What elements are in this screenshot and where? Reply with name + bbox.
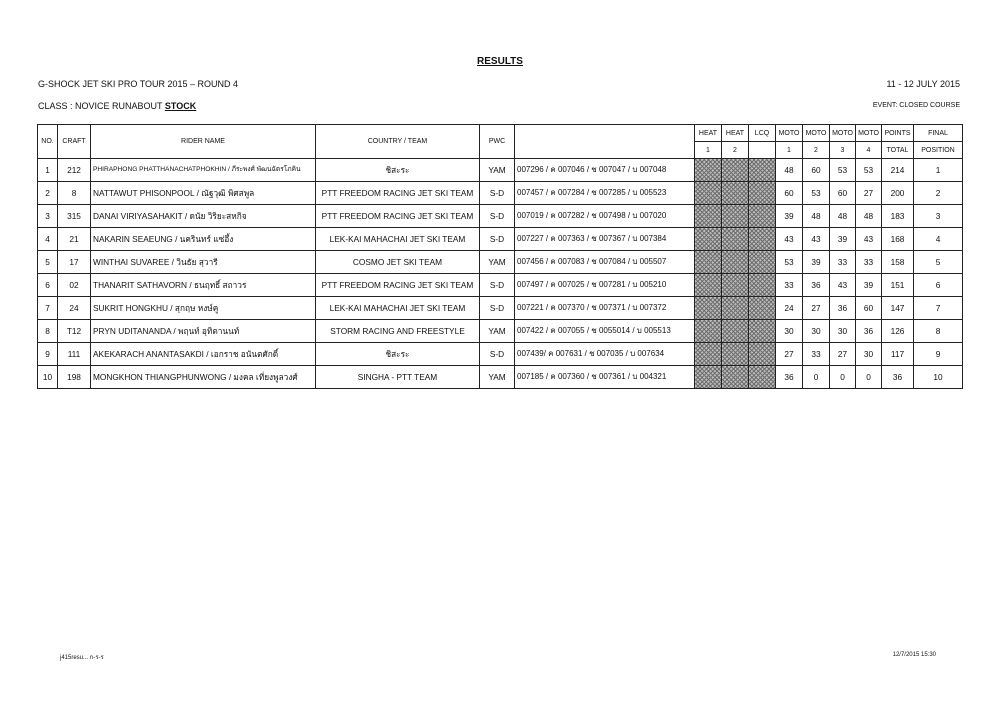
table-row xyxy=(38,182,963,205)
cell-m3: 30 xyxy=(830,320,856,343)
cell-pwc: YAM xyxy=(480,159,515,182)
cell-m3: 27 xyxy=(830,343,856,366)
cell-heat-1 xyxy=(695,320,722,343)
table-row xyxy=(38,274,963,297)
results-body xyxy=(38,159,963,389)
col-heat2: HEAT xyxy=(722,125,749,142)
cell-m3: 33 xyxy=(830,251,856,274)
cell-craft: T12 xyxy=(58,320,91,343)
cell-heat-2 xyxy=(722,228,749,251)
cell-heat-2 xyxy=(722,320,749,343)
cell-m4: 53 xyxy=(856,159,882,182)
cell-total: 126 xyxy=(882,320,914,343)
cell-heat-1 xyxy=(695,205,722,228)
cell-team: COSMO JET SKI TEAM xyxy=(316,251,480,274)
cell-m1: 33 xyxy=(776,274,803,297)
col-position: POSITION xyxy=(914,142,963,159)
cell-m4: 33 xyxy=(856,251,882,274)
cell-no: 5 xyxy=(38,251,58,274)
cell-lcq xyxy=(749,159,776,182)
cell-m3: 60 xyxy=(830,182,856,205)
cell-m2: 33 xyxy=(803,343,830,366)
cell-team: LEK-KAI MAHACHAI JET SKI TEAM xyxy=(316,228,480,251)
cell-total: 183 xyxy=(882,205,914,228)
cell-heat-2 xyxy=(722,251,749,274)
cell-team: PTT FREEDOM RACING JET SKI TEAM xyxy=(316,182,480,205)
cell-heat-1 xyxy=(695,228,722,251)
cell-craft: 198 xyxy=(58,366,91,389)
cell-m2: 48 xyxy=(803,205,830,228)
cell-team: SINGHA - PTT TEAM xyxy=(316,366,480,389)
cell-pos: 10 xyxy=(914,366,963,389)
cell-phone: 007497 / ค 007025 / ช 007281 / บ 005210 xyxy=(515,274,695,297)
footer-timestamp: 12/7/2015 15:30 xyxy=(892,652,936,658)
cell-heat-1 xyxy=(695,251,722,274)
cell-rider: PRYN UDITANANDA / พฤนท์ อุทิตานนท์ xyxy=(91,320,316,343)
cell-lcq xyxy=(749,182,776,205)
cell-m3: 36 xyxy=(830,297,856,320)
cell-lcq xyxy=(749,343,776,366)
cell-pos: 9 xyxy=(914,343,963,366)
cell-pwc: S-D xyxy=(480,205,515,228)
cell-total: 151 xyxy=(882,274,914,297)
col-moto2-num: 2 xyxy=(803,142,830,159)
cell-m2: 60 xyxy=(803,159,830,182)
cell-lcq xyxy=(749,320,776,343)
cell-craft: 8 xyxy=(58,182,91,205)
cell-lcq xyxy=(749,228,776,251)
col-heat1-num: 1 xyxy=(695,142,722,159)
cell-team: ชิสะระ xyxy=(316,343,480,366)
class-line xyxy=(38,101,196,111)
cell-phone: 007296 / ค 007046 / ช 007047 / บ 007048 xyxy=(515,159,695,182)
col-phone xyxy=(515,125,695,159)
cell-m1: 27 xyxy=(776,343,803,366)
cell-rider: AKEKARACH ANANTASAKDI / เอกราช อนันตศักดิ์ xyxy=(91,343,316,366)
cell-phone: 007457 / ค 007284 / ช 007285 / บ 005523 xyxy=(515,182,695,205)
cell-phone: 007227 / ค 007363 / ช 007367 / บ 007384 xyxy=(515,228,695,251)
cell-craft: 21 xyxy=(58,228,91,251)
cell-m4: 30 xyxy=(856,343,882,366)
cell-craft: 17 xyxy=(58,251,91,274)
cell-pos: 2 xyxy=(914,182,963,205)
table-row xyxy=(38,205,963,228)
cell-rider: THANARIT SATHAVORN / ธนฤทธิ์ สถาวร xyxy=(91,274,316,297)
col-lcq: LCQ xyxy=(749,125,776,142)
cell-heat-1 xyxy=(695,182,722,205)
cell-team: PTT FREEDOM RACING JET SKI TEAM xyxy=(316,205,480,228)
cell-m4: 39 xyxy=(856,274,882,297)
cell-phone: 007185 / ค 007360 / ช 007361 / บ 004321 xyxy=(515,366,695,389)
cell-phone: 007221 / ค 007370 / ช 007371 / บ 007372 xyxy=(515,297,695,320)
table-row xyxy=(38,297,963,320)
cell-pos: 8 xyxy=(914,320,963,343)
cell-pos: 4 xyxy=(914,228,963,251)
cell-team: PTT FREEDOM RACING JET SKI TEAM xyxy=(316,274,480,297)
cell-pwc: S-D xyxy=(480,343,515,366)
cell-craft: 111 xyxy=(58,343,91,366)
cell-m4: 60 xyxy=(856,297,882,320)
col-moto4: MOTO xyxy=(856,125,882,142)
cell-rider: SUKRIT HONGKHU / สุกฤษ หงษ์คู xyxy=(91,297,316,320)
cell-pwc: YAM xyxy=(480,366,515,389)
cell-team: STORM RACING AND FREESTYLE xyxy=(316,320,480,343)
cell-heat-1 xyxy=(695,343,722,366)
cell-m3: 43 xyxy=(830,274,856,297)
cell-m1: 48 xyxy=(776,159,803,182)
col-total: TOTAL xyxy=(882,142,914,159)
cell-total: 168 xyxy=(882,228,914,251)
cell-lcq xyxy=(749,366,776,389)
cell-no: 4 xyxy=(38,228,58,251)
cell-pos: 1 xyxy=(914,159,963,182)
cell-rider: NAKARIN SEAEUNG / นครินทร์ แซ่อึ้ง xyxy=(91,228,316,251)
cell-m1: 43 xyxy=(776,228,803,251)
col-heat1: HEAT xyxy=(695,125,722,142)
cell-phone: 007422 / ค 007055 / ช 0055014 / บ 005513 xyxy=(515,320,695,343)
cell-no: 1 xyxy=(38,159,58,182)
cell-total: 214 xyxy=(882,159,914,182)
cell-rider: MONGKHON THIANGPHUNWONG / มงคล เที่ยงพูลวงศ์ xyxy=(91,366,316,389)
cell-no: 6 xyxy=(38,274,58,297)
cell-total: 147 xyxy=(882,297,914,320)
cell-total: 36 xyxy=(882,366,914,389)
cell-craft: 212 xyxy=(58,159,91,182)
cell-pwc: YAM xyxy=(480,320,515,343)
cell-lcq xyxy=(749,251,776,274)
cell-m1: 53 xyxy=(776,251,803,274)
cell-m3: 39 xyxy=(830,228,856,251)
footer-filename: j415resu... ก-ร-ร xyxy=(60,655,104,661)
col-moto3-num: 3 xyxy=(830,142,856,159)
col-moto4-num: 4 xyxy=(856,142,882,159)
cell-pwc: S-D xyxy=(480,182,515,205)
col-pwc: PWC xyxy=(480,125,515,159)
cell-no: 3 xyxy=(38,205,58,228)
col-craft: CRAFT xyxy=(58,125,91,159)
cell-m2: 39 xyxy=(803,251,830,274)
cell-m4: 48 xyxy=(856,205,882,228)
cell-craft: 24 xyxy=(58,297,91,320)
cell-m2: 43 xyxy=(803,228,830,251)
cell-heat-1 xyxy=(695,159,722,182)
col-moto2: MOTO xyxy=(803,125,830,142)
cell-m2: 27 xyxy=(803,297,830,320)
cell-phone: 007456 / ค 007083 / ช 007084 / บ 005507 xyxy=(515,251,695,274)
cell-m2: 53 xyxy=(803,182,830,205)
col-final: FINAL xyxy=(914,125,963,142)
cell-rider: NATTAWUT PHISONPOOL / ณัฐวุฒิ พิศสพูล xyxy=(91,182,316,205)
cell-m1: 60 xyxy=(776,182,803,205)
cell-heat-2 xyxy=(722,182,749,205)
cell-phone: 007019 / ค 007282 / ช 007498 / บ 007020 xyxy=(515,205,695,228)
cell-lcq xyxy=(749,205,776,228)
cell-m1: 39 xyxy=(776,205,803,228)
cell-m2: 30 xyxy=(803,320,830,343)
cell-no: 7 xyxy=(38,297,58,320)
col-moto1: MOTO xyxy=(776,125,803,142)
col-moto3: MOTO xyxy=(830,125,856,142)
cell-lcq xyxy=(749,274,776,297)
cell-heat-2 xyxy=(722,274,749,297)
cell-pwc: YAM xyxy=(480,251,515,274)
page-title: RESULTS xyxy=(477,56,523,67)
header-row-1 xyxy=(38,125,963,142)
cell-heat-1 xyxy=(695,366,722,389)
cell-rider: PHIRAPHONG PHATTHANACHATPHOKHIN / ภีระพงศ์ พัฒนฉัตรโภคิน xyxy=(91,159,316,182)
class-highlight: STOCK xyxy=(164,101,197,111)
event-dates: 11 - 12 JULY 2015 xyxy=(886,79,960,89)
event-name: G-SHOCK JET SKI PRO TOUR 2015 – ROUND 4 xyxy=(38,79,239,89)
cell-pwc: S-D xyxy=(480,274,515,297)
cell-m3: 48 xyxy=(830,205,856,228)
cell-m3: 0 xyxy=(830,366,856,389)
cell-heat-2 xyxy=(722,159,749,182)
cell-m1: 30 xyxy=(776,320,803,343)
cell-pos: 6 xyxy=(914,274,963,297)
col-moto1-num: 1 xyxy=(776,142,803,159)
cell-craft: 315 xyxy=(58,205,91,228)
cell-m4: 27 xyxy=(856,182,882,205)
cell-heat-2 xyxy=(722,297,749,320)
col-rider-name: RIDER NAME xyxy=(91,125,316,159)
event-type: EVENT: CLOSED COURSE xyxy=(872,102,960,109)
cell-total: 158 xyxy=(882,251,914,274)
table-row xyxy=(38,251,963,274)
col-points: POINTS xyxy=(882,125,914,142)
table-row xyxy=(38,343,963,366)
cell-heat-1 xyxy=(695,297,722,320)
col-country-team: COUNTRY / TEAM xyxy=(316,125,480,159)
cell-rider: DANAI VIRIYASAHAKIT / ดนัย วิริยะสหกิจ xyxy=(91,205,316,228)
col-no: NO. xyxy=(38,125,58,159)
cell-craft: 02 xyxy=(58,274,91,297)
cell-team: LEK-KAI MAHACHAI JET SKI TEAM xyxy=(316,297,480,320)
cell-pwc: S-D xyxy=(480,228,515,251)
cell-team: ชิสะระ xyxy=(316,159,480,182)
cell-m1: 24 xyxy=(776,297,803,320)
cell-pwc: S-D xyxy=(480,297,515,320)
cell-m2: 36 xyxy=(803,274,830,297)
cell-rider: WINTHAI SUVAREE / วินธัย สุวารี xyxy=(91,251,316,274)
cell-no: 8 xyxy=(38,320,58,343)
cell-m4: 0 xyxy=(856,366,882,389)
cell-m2: 0 xyxy=(803,366,830,389)
cell-heat-2 xyxy=(722,343,749,366)
cell-m1: 36 xyxy=(776,366,803,389)
class-prefix: CLASS : NOVICE RUNABOUT xyxy=(38,101,165,111)
col-lcq-sub xyxy=(749,142,776,159)
cell-heat-2 xyxy=(722,366,749,389)
cell-heat-1 xyxy=(695,274,722,297)
cell-total: 117 xyxy=(882,343,914,366)
cell-total: 200 xyxy=(882,182,914,205)
results-table xyxy=(37,124,963,389)
cell-m4: 36 xyxy=(856,320,882,343)
cell-no: 2 xyxy=(38,182,58,205)
cell-lcq xyxy=(749,297,776,320)
cell-no: 10 xyxy=(38,366,58,389)
cell-pos: 7 xyxy=(914,297,963,320)
col-heat2-num: 2 xyxy=(722,142,749,159)
cell-phone: 007439/ ค 007631 / ช 007035 / บ 007634 xyxy=(515,343,695,366)
cell-no: 9 xyxy=(38,343,58,366)
table-row xyxy=(38,228,963,251)
cell-pos: 3 xyxy=(914,205,963,228)
cell-heat-2 xyxy=(722,205,749,228)
cell-m4: 43 xyxy=(856,228,882,251)
table-row xyxy=(38,320,963,343)
cell-pos: 5 xyxy=(914,251,963,274)
cell-m3: 53 xyxy=(830,159,856,182)
table-row xyxy=(38,366,963,389)
table-row xyxy=(38,159,963,182)
